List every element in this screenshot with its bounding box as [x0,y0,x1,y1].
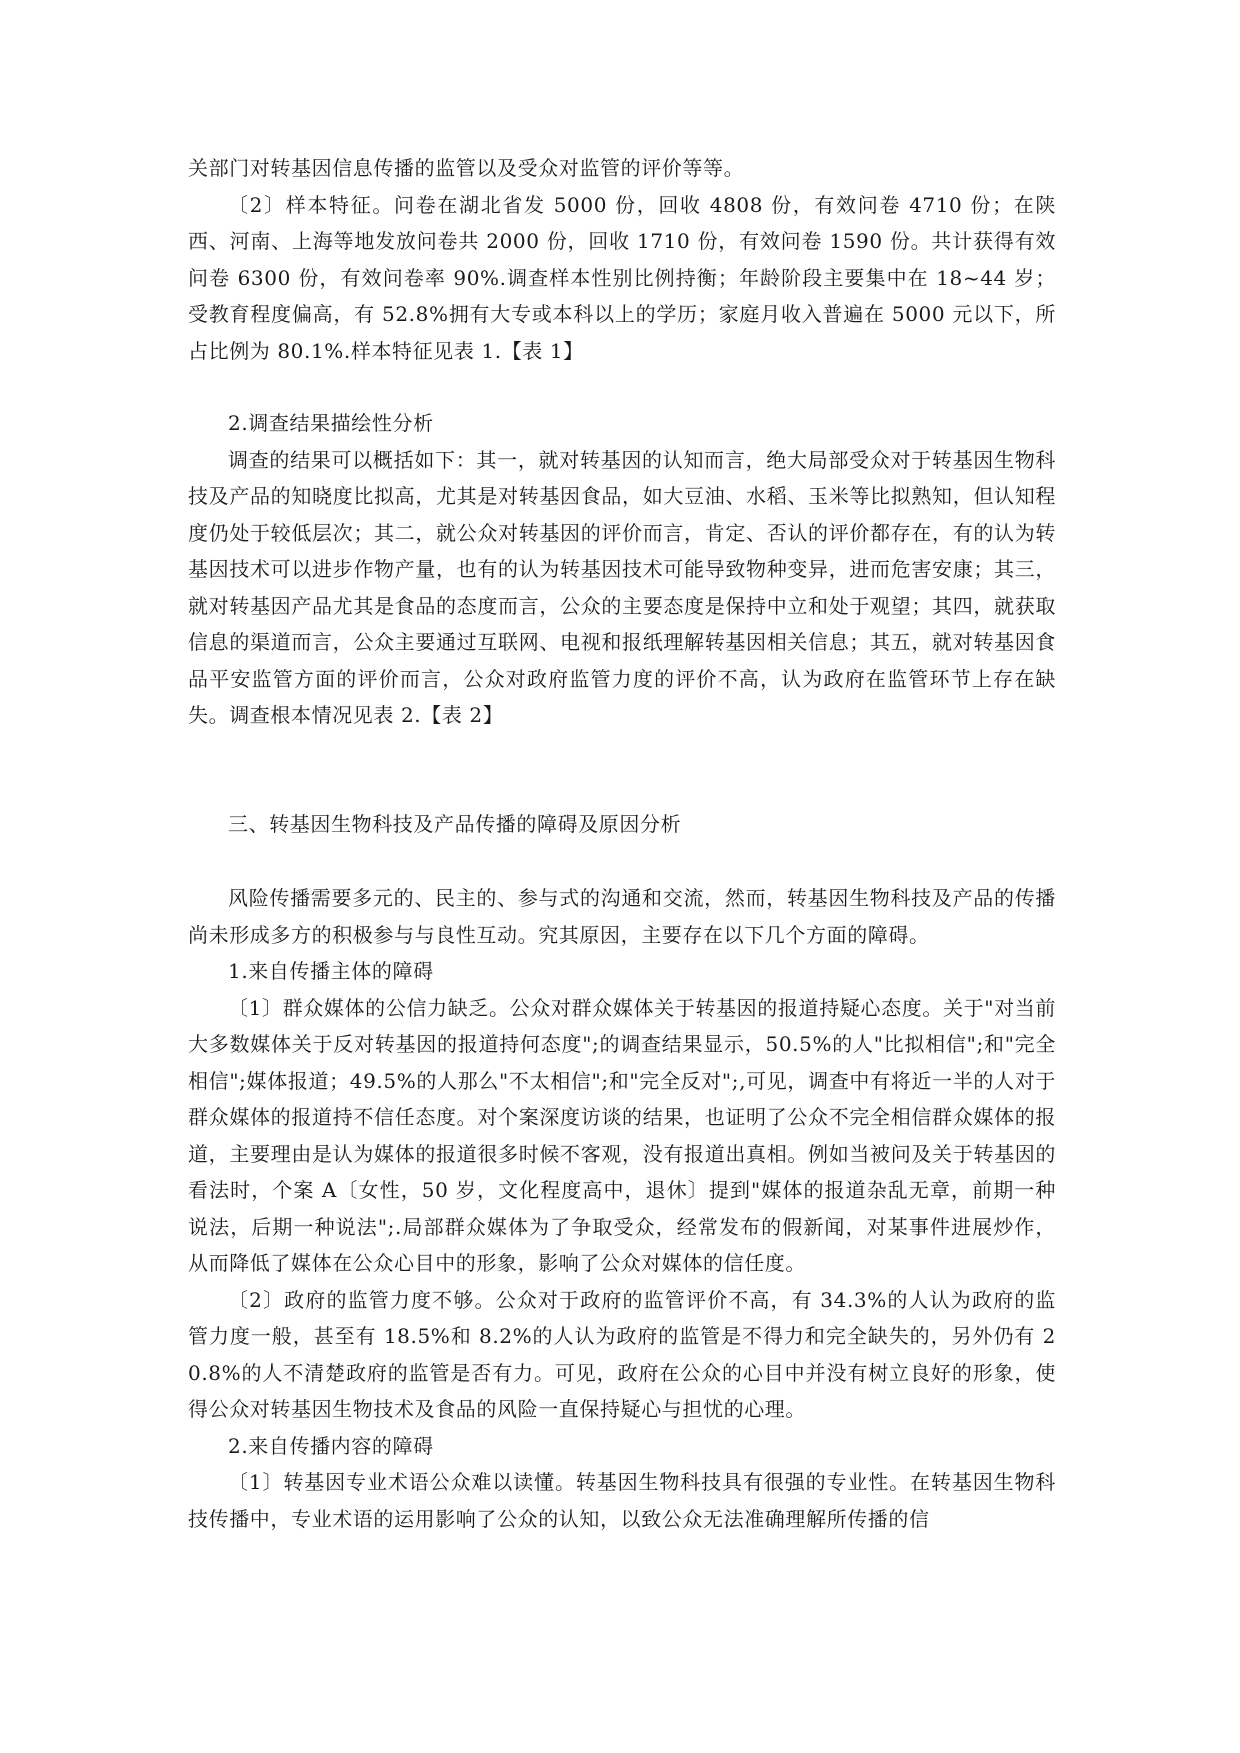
spacer [188,734,1056,806]
spacer [188,842,1056,880]
section-heading-barriers: 三、转基因生物科技及产品传播的障碍及原因分析 [228,811,682,836]
paragraph-results-summary: 调查的结果可以概括如下：其一，就对转基因的认知而言，绝大局部受众对于转基因生物科技及产品的知晓度比拟高，尤其是对转基因食品，如大豆油、水稻、玉米等比拟熟知，但认知程度仍处于较低层次；其二，就公众对转基因的评价而言，肯定、否认的评价都存在，有的认为转基因技术可以进步作物产量，也有的认为转基因技术可能导致物种变异，进而危害安康；其三，就对转基因产品尤其是食品的态度而言，公众的主要态度是保持中立和处于观望；其四，就获取信息的渠道而言，公众主要通过互联网、电视和报纸理解转基因相关信息；其五，就对转基因食品平安监管方面的评价而言，公众对政府监管力度的评价不高，认为政府在监管环节上存在缺失。调查根本情况见表 2.【表 2】 [188,447,1056,727]
subheading-results-analysis: 2.调查结果描绘性分析 [228,411,434,435]
paragraph-sample-features: 〔2〕样本特征。问卷在湖北省发 5000 份，回收 4808 份，有效问卷 4710 份；在陕西、河南、上海等地发放问卷共 2000 份，回收 1710 份，有效问卷 1590 份。共计获得有效问卷 6300 份，有效问卷率 90%.调查样本性别比例持衡；年龄阶段主要集中在 18~44 岁；受教育程度偏高，有 52.8%拥有大专或本科以上的学历；家庭月收入普遍在 5000 元以下，所占比例为 80.1%.样本特征见表 1.【表 1】 [188,192,1056,363]
paragraph-media-credibility: 〔1〕群众媒体的公信力缺乏。公众对群众媒体关于转基因的报道持疑心态度。关于"对当前大多数媒体关于反对转基因的报道持何态度";的调查结果显示，50.5%的人"比拟相信";和"完全相信";媒体报道；49.5%的人那么"不太相信";和"完全反对";,可见，调查中有将近一半的人对于群众媒体的报道持不信任态度。对个案深度访谈的结果，也证明了公众不完全相信群众媒体的报道，主要理由是认为媒体的报道很多时候不客观，没有报道出真相。例如当被问及关于转基因的看法时，个案 A〔女性，50 岁，文化程度高中，退休〕提到"媒体的报道杂乱无章，前期一种说法，后期一种说法";.局部群众媒体为了争取受众，经常发布的假新闻，对某事件进展炒作，从而降低了媒体在公众心目中的形象，影响了公众对媒体的信任度。 [188,995,1056,1275]
subheading-content-barriers: 2.来自传播内容的障碍 [228,1433,434,1458]
document-body [188,150,1056,1537]
paragraph-government-supervision: 〔2〕政府的监管力度不够。公众对于政府的监管评价不高，有 34.3%的人认为政府的监管力度一般，甚至有 18.5%和 8.2%的人认为政府的监管是不得力和完全缺失的，另外仍有 20.8%的人不清楚政府的监管是否有力。可见，政府在公众的心目中并没有树立良好的形象，使得公众对转基因生物技术及食品的风险一直保持疑心与担忧的心理。 [188,1287,1056,1421]
subheading-communicator-barriers: 1.来自传播主体的障碍 [228,959,434,983]
spacer [188,369,1056,405]
paragraph-continuation: 关部门对转基因信息传播的监管以及受众对监管的评价等等。 [188,156,745,180]
paragraph-risk-communication: 风险传播需要多元的、民主的、参与式的沟通和交流，然而，转基因生物科技及产品的传播尚未形成多方的积极参与与良性互动。究其原因，主要存在以下几个方面的障碍。 [188,886,1056,947]
paragraph-technical-terms: 〔1〕转基因专业术语公众难以读懂。转基因生物科技具有很强的专业性。在转基因生物科技传播中，专业术语的运用影响了公众的认知，以致公众无法准确理解所传播的信 [188,1470,1056,1531]
